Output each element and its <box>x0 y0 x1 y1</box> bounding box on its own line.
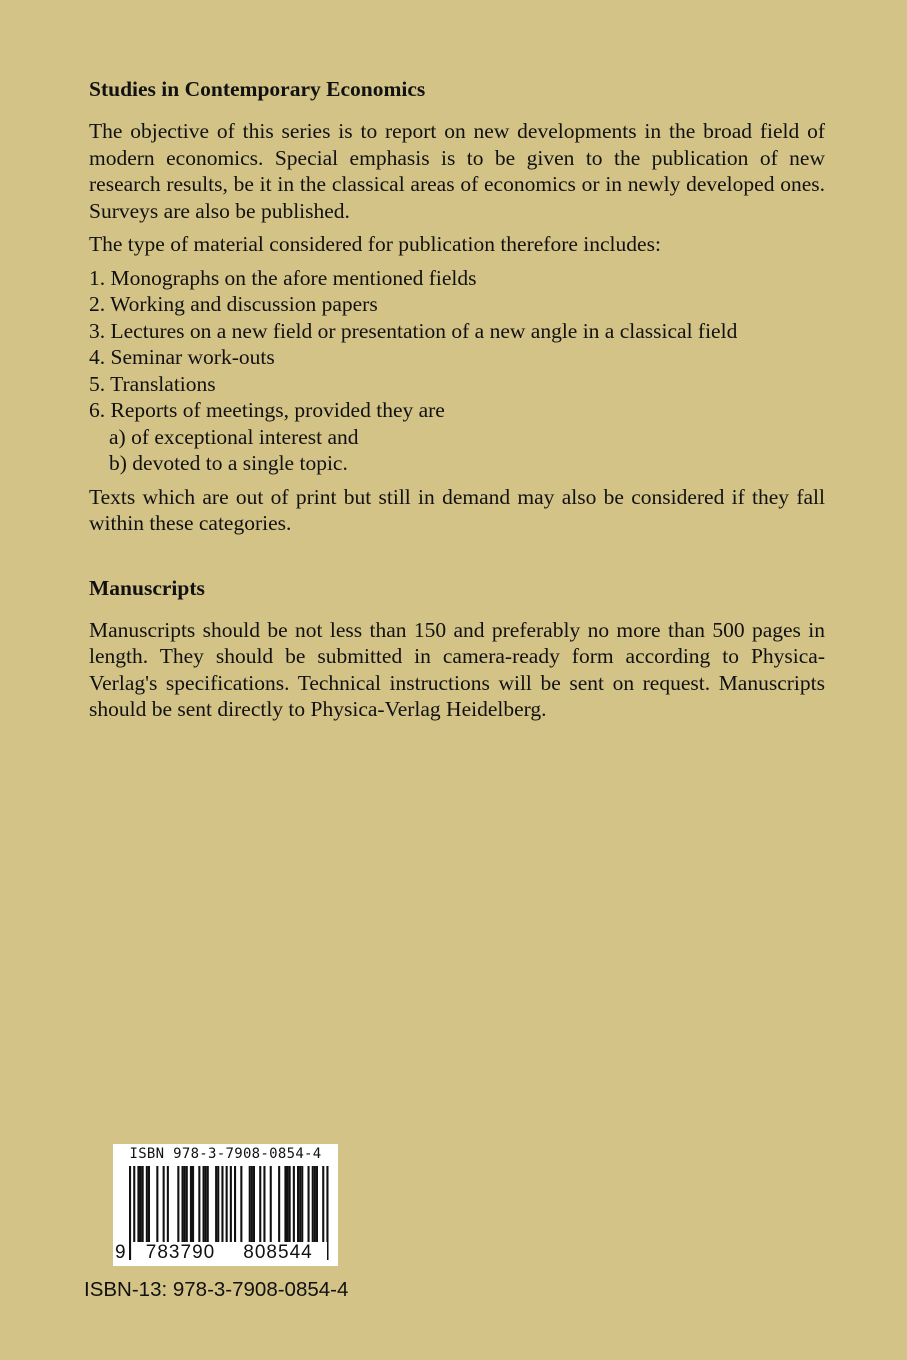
list-item: 2. Working and discussion papers <box>89 292 378 316</box>
barcode-bar <box>215 1166 217 1252</box>
list-item: 6. Reports of meetings, provided they are <box>89 398 445 422</box>
barcode-bar <box>205 1166 207 1252</box>
barcode-bar <box>299 1166 301 1252</box>
list-item: 3. Lectures on a new field or presentation of a new angle in a classical field <box>89 318 738 343</box>
barcode-left-digits: 783790 <box>133 1242 228 1264</box>
barcode-bar <box>142 1166 144 1252</box>
material-list <box>89 265 825 477</box>
barcode-bar <box>190 1166 192 1252</box>
barcode-bar <box>221 1166 223 1252</box>
barcode-bar <box>137 1166 139 1252</box>
barcode-bar <box>129 1166 131 1260</box>
barcode-bar <box>287 1166 289 1252</box>
barcode-bar <box>140 1166 142 1252</box>
list-subitem: b) devoted to a single topic. <box>109 451 348 475</box>
barcode-bar <box>253 1166 255 1252</box>
manuscripts-title: Manuscripts <box>89 575 205 600</box>
series-title: Studies in Contemporary Economics <box>89 77 426 101</box>
barcode-first-digit: 9 <box>115 1242 126 1263</box>
barcode-bar <box>234 1166 236 1252</box>
barcode-bar <box>278 1166 280 1252</box>
manuscripts-text: Manuscripts should be not less than 150 and preferably no more than 500 pages in length. They should be submitted in camera-ready form according to Physica-Verlag's specifications. Technical instructions will be sent on request. Manuscripts should be sent directly to Physica-Verlag Heidelberg. <box>89 617 825 721</box>
barcode-bar <box>301 1166 303 1252</box>
barcode-bar <box>297 1166 299 1252</box>
barcode-bar <box>316 1166 318 1252</box>
material-intro: The type of material considered for publication therefore includes: <box>89 232 661 256</box>
barcode-bar <box>270 1166 272 1252</box>
barcode-bar <box>284 1166 286 1252</box>
barcode-bar <box>163 1166 165 1252</box>
barcode-bar <box>293 1166 295 1252</box>
list-subitem: a) of exceptional interest and <box>109 424 359 449</box>
barcode-bar <box>263 1166 265 1252</box>
isbn-13: ISBN-13: 978-3-7908-0854-4 <box>84 1278 349 1301</box>
barcode-bar <box>146 1166 148 1252</box>
back-cover-text <box>89 74 825 730</box>
barcode-bar <box>251 1166 253 1252</box>
list-item: 5. Translations <box>89 371 216 396</box>
barcode-bar <box>167 1166 169 1252</box>
barcode <box>113 1144 338 1266</box>
barcode-bar <box>156 1166 158 1252</box>
barcode-bar <box>259 1166 261 1252</box>
barcode-bar <box>240 1166 242 1252</box>
barcode-bar <box>207 1166 209 1252</box>
barcode-bar <box>148 1166 150 1252</box>
material-sublist <box>89 424 825 477</box>
barcode-bar <box>177 1166 179 1252</box>
barcode-isbn-label: ISBN 978-3-7908-0854-4 <box>129 1146 322 1162</box>
barcode-bar <box>182 1166 184 1252</box>
barcode-bar <box>217 1166 219 1252</box>
out-of-print-note: Texts which are out of print but still in demand may also be considered if they fall within these categories. <box>89 484 825 535</box>
barcode-bar <box>308 1166 310 1252</box>
barcode-bar <box>192 1166 194 1252</box>
barcode-bar <box>198 1166 200 1252</box>
barcode-bar <box>186 1166 188 1252</box>
series-objective: The objective of this series is to report on new developments in the broad field of modern economics. Special emphasis is to be given to the publication of new research results, be it in the classical areas of economics or in newly developed ones. Surveys are also be published. <box>89 119 825 223</box>
list-item: 1. Monographs on the afore mentioned fields <box>89 265 477 290</box>
barcode-bar <box>312 1166 314 1252</box>
barcode-right-digits: 808544 <box>229 1242 327 1264</box>
barcode-bar <box>203 1166 205 1252</box>
barcode-bar <box>184 1166 186 1252</box>
barcode-bar <box>289 1166 291 1252</box>
barcode-bar <box>249 1166 251 1252</box>
list-item: 4. Seminar work-outs <box>89 345 275 369</box>
barcode-bar <box>314 1166 316 1252</box>
